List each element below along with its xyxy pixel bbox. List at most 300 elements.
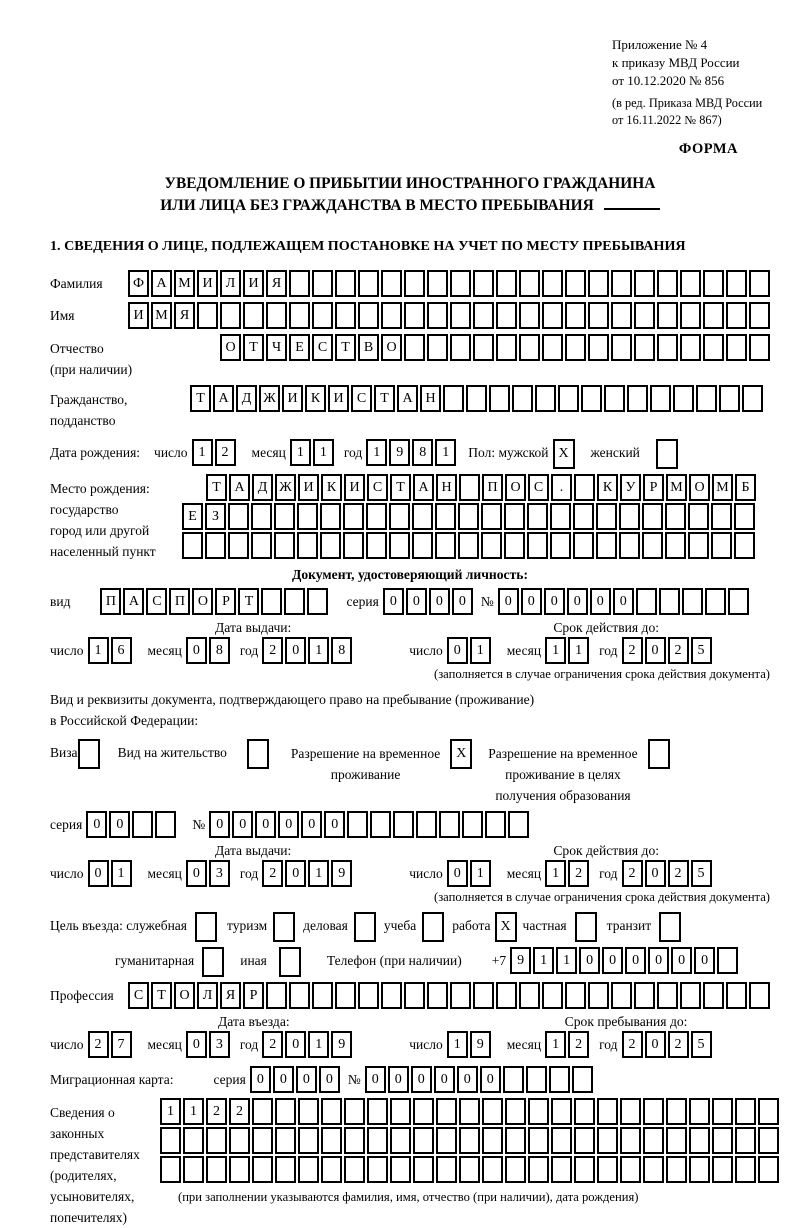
char-cell[interactable]: У (620, 474, 641, 501)
char-cell[interactable] (252, 1156, 273, 1183)
char-cell[interactable] (703, 334, 724, 361)
char-cell[interactable] (551, 1098, 572, 1125)
char-cell[interactable] (634, 982, 655, 1009)
char-cell[interactable]: 1 (435, 439, 456, 466)
char-cell[interactable]: 1 (366, 439, 387, 466)
char-cell[interactable] (636, 588, 657, 615)
char-cell[interactable] (565, 270, 586, 297)
char-cell[interactable] (390, 1098, 411, 1125)
char-cell[interactable]: Т (151, 982, 172, 1009)
char-cell[interactable] (450, 302, 471, 329)
char-cell[interactable] (711, 532, 732, 559)
char-cell[interactable]: А (413, 474, 434, 501)
char-cell[interactable] (202, 947, 224, 977)
char-cell[interactable] (404, 982, 425, 1009)
char-cell[interactable] (229, 1127, 250, 1154)
char-cell[interactable]: 7 (111, 1031, 132, 1058)
char-cell[interactable] (289, 982, 310, 1009)
char-cell[interactable] (496, 982, 517, 1009)
char-cell[interactable] (366, 503, 387, 530)
char-cell[interactable]: 9 (331, 1031, 352, 1058)
char-cell[interactable]: Р (215, 588, 236, 615)
char-cell[interactable] (527, 532, 548, 559)
char-cell[interactable] (648, 739, 670, 769)
char-cell[interactable] (588, 982, 609, 1009)
char-cell[interactable] (261, 588, 282, 615)
char-cell[interactable]: 0 (694, 947, 715, 974)
char-cell[interactable] (183, 1127, 204, 1154)
char-cell[interactable]: 0 (452, 588, 473, 615)
char-cell[interactable]: 0 (186, 1031, 207, 1058)
char-cell[interactable]: 1 (568, 637, 589, 664)
char-cell[interactable] (734, 532, 755, 559)
char-cell[interactable]: И (328, 385, 349, 412)
char-cell[interactable] (289, 270, 310, 297)
char-cell[interactable] (565, 334, 586, 361)
char-cell[interactable] (459, 1098, 480, 1125)
char-cell[interactable] (642, 503, 663, 530)
char-cell[interactable]: 0 (255, 811, 276, 838)
char-cell[interactable]: Т (238, 588, 259, 615)
char-cell[interactable] (572, 1066, 593, 1093)
char-cell[interactable] (132, 811, 153, 838)
char-cell[interactable]: 8 (412, 439, 433, 466)
char-cell[interactable] (758, 1156, 779, 1183)
char-cell[interactable] (526, 1066, 547, 1093)
char-cell[interactable] (619, 503, 640, 530)
char-cell[interactable]: 0 (285, 1031, 306, 1058)
char-cell[interactable] (389, 503, 410, 530)
char-cell[interactable]: 0 (319, 1066, 340, 1093)
char-cell[interactable]: Б (735, 474, 756, 501)
char-cell[interactable]: А (213, 385, 234, 412)
char-cell[interactable] (504, 532, 525, 559)
char-cell[interactable] (726, 334, 747, 361)
char-cell[interactable] (404, 270, 425, 297)
char-cell[interactable]: З (205, 503, 226, 530)
char-cell[interactable] (565, 302, 586, 329)
char-cell[interactable] (508, 811, 529, 838)
char-cell[interactable]: 0 (434, 1066, 455, 1093)
char-cell[interactable] (390, 1156, 411, 1183)
char-cell[interactable] (347, 811, 368, 838)
char-cell[interactable] (344, 1156, 365, 1183)
char-cell[interactable] (275, 1098, 296, 1125)
char-cell[interactable] (573, 503, 594, 530)
char-cell[interactable]: С (351, 385, 372, 412)
char-cell[interactable] (549, 1066, 570, 1093)
char-cell[interactable]: П (100, 588, 121, 615)
char-cell[interactable]: М (712, 474, 733, 501)
char-cell[interactable] (496, 334, 517, 361)
char-cell[interactable] (666, 1127, 687, 1154)
char-cell[interactable]: X (450, 739, 472, 769)
char-cell[interactable]: И (282, 385, 303, 412)
char-cell[interactable] (206, 1127, 227, 1154)
char-cell[interactable] (519, 270, 540, 297)
char-cell[interactable] (321, 1156, 342, 1183)
char-cell[interactable] (367, 1098, 388, 1125)
char-cell[interactable]: 0 (406, 588, 427, 615)
char-cell[interactable] (321, 1098, 342, 1125)
char-cell[interactable] (734, 503, 755, 530)
char-cell[interactable] (496, 270, 517, 297)
char-cell[interactable] (435, 532, 456, 559)
char-cell[interactable] (183, 1156, 204, 1183)
char-cell[interactable]: 1 (470, 637, 491, 664)
char-cell[interactable] (343, 532, 364, 559)
char-cell[interactable]: 2 (229, 1098, 250, 1125)
char-cell[interactable]: 2 (668, 1031, 689, 1058)
char-cell[interactable] (367, 1156, 388, 1183)
char-cell[interactable] (413, 1127, 434, 1154)
char-cell[interactable] (427, 334, 448, 361)
char-cell[interactable]: 1 (447, 1031, 468, 1058)
char-cell[interactable]: Ч (266, 334, 287, 361)
char-cell[interactable]: Я (220, 982, 241, 1009)
char-cell[interactable]: 1 (183, 1098, 204, 1125)
char-cell[interactable]: О (381, 334, 402, 361)
char-cell[interactable]: Н (436, 474, 457, 501)
char-cell[interactable] (473, 270, 494, 297)
char-cell[interactable] (229, 1156, 250, 1183)
char-cell[interactable]: 0 (411, 1066, 432, 1093)
char-cell[interactable] (312, 302, 333, 329)
char-cell[interactable] (443, 385, 464, 412)
char-cell[interactable] (682, 588, 703, 615)
char-cell[interactable] (519, 302, 540, 329)
char-cell[interactable] (450, 334, 471, 361)
char-cell[interactable] (274, 503, 295, 530)
char-cell[interactable]: П (169, 588, 190, 615)
char-cell[interactable]: . (551, 474, 572, 501)
char-cell[interactable] (542, 334, 563, 361)
char-cell[interactable]: Т (390, 474, 411, 501)
char-cell[interactable] (604, 385, 625, 412)
char-cell[interactable] (354, 912, 376, 942)
char-cell[interactable]: 0 (544, 588, 565, 615)
char-cell[interactable]: Р (643, 474, 664, 501)
char-cell[interactable] (220, 302, 241, 329)
char-cell[interactable]: Т (243, 334, 264, 361)
char-cell[interactable] (473, 334, 494, 361)
char-cell[interactable]: 8 (209, 637, 230, 664)
char-cell[interactable]: 0 (301, 811, 322, 838)
char-cell[interactable] (656, 439, 678, 469)
char-cell[interactable] (381, 270, 402, 297)
char-cell[interactable] (528, 1156, 549, 1183)
char-cell[interactable] (696, 385, 717, 412)
char-cell[interactable] (307, 588, 328, 615)
char-cell[interactable] (370, 811, 391, 838)
char-cell[interactable]: И (243, 270, 264, 297)
char-cell[interactable]: 1 (160, 1098, 181, 1125)
char-cell[interactable] (735, 1156, 756, 1183)
char-cell[interactable] (712, 1156, 733, 1183)
char-cell[interactable] (712, 1127, 733, 1154)
char-cell[interactable] (252, 1127, 273, 1154)
char-cell[interactable]: Т (190, 385, 211, 412)
char-cell[interactable]: 0 (521, 588, 542, 615)
char-cell[interactable] (680, 982, 701, 1009)
char-cell[interactable] (597, 1098, 618, 1125)
char-cell[interactable]: Т (206, 474, 227, 501)
char-cell[interactable]: С (146, 588, 167, 615)
char-cell[interactable]: 0 (447, 637, 468, 664)
char-cell[interactable] (703, 270, 724, 297)
char-cell[interactable] (558, 385, 579, 412)
char-cell[interactable]: П (482, 474, 503, 501)
char-cell[interactable] (611, 334, 632, 361)
char-cell[interactable]: М (666, 474, 687, 501)
char-cell[interactable] (611, 270, 632, 297)
char-cell[interactable] (666, 1156, 687, 1183)
char-cell[interactable] (596, 503, 617, 530)
char-cell[interactable] (459, 1156, 480, 1183)
char-cell[interactable] (542, 302, 563, 329)
char-cell[interactable] (366, 532, 387, 559)
char-cell[interactable] (574, 1156, 595, 1183)
char-cell[interactable] (458, 503, 479, 530)
char-cell[interactable] (197, 302, 218, 329)
char-cell[interactable] (273, 912, 295, 942)
char-cell[interactable] (717, 947, 738, 974)
char-cell[interactable] (404, 334, 425, 361)
char-cell[interactable] (712, 1098, 733, 1125)
char-cell[interactable]: И (298, 474, 319, 501)
char-cell[interactable] (703, 982, 724, 1009)
char-cell[interactable] (473, 982, 494, 1009)
char-cell[interactable] (335, 982, 356, 1009)
char-cell[interactable]: 0 (285, 637, 306, 664)
char-cell[interactable]: 2 (262, 1031, 283, 1058)
char-cell[interactable] (597, 1127, 618, 1154)
char-cell[interactable] (155, 811, 176, 838)
char-cell[interactable] (312, 982, 333, 1009)
char-cell[interactable] (542, 270, 563, 297)
char-cell[interactable]: Н (420, 385, 441, 412)
char-cell[interactable] (659, 588, 680, 615)
char-cell[interactable]: 1 (556, 947, 577, 974)
char-cell[interactable]: 0 (645, 1031, 666, 1058)
char-cell[interactable] (247, 739, 269, 769)
char-cell[interactable]: 0 (209, 811, 230, 838)
char-cell[interactable]: Д (252, 474, 273, 501)
char-cell[interactable]: А (151, 270, 172, 297)
char-cell[interactable]: 0 (273, 1066, 294, 1093)
char-cell[interactable] (726, 982, 747, 1009)
char-cell[interactable]: 9 (389, 439, 410, 466)
char-cell[interactable]: Т (335, 334, 356, 361)
char-cell[interactable] (705, 588, 726, 615)
char-cell[interactable] (335, 270, 356, 297)
char-cell[interactable] (344, 1098, 365, 1125)
char-cell[interactable] (279, 947, 301, 977)
char-cell[interactable] (504, 503, 525, 530)
char-cell[interactable] (689, 1156, 710, 1183)
char-cell[interactable] (390, 1127, 411, 1154)
char-cell[interactable]: О (192, 588, 213, 615)
char-cell[interactable] (343, 503, 364, 530)
char-cell[interactable]: 0 (613, 588, 634, 615)
char-cell[interactable] (512, 385, 533, 412)
char-cell[interactable] (619, 532, 640, 559)
char-cell[interactable] (243, 302, 264, 329)
char-cell[interactable] (726, 302, 747, 329)
char-cell[interactable]: 1 (111, 860, 132, 887)
char-cell[interactable] (611, 982, 632, 1009)
char-cell[interactable] (634, 334, 655, 361)
char-cell[interactable] (462, 811, 483, 838)
char-cell[interactable]: 1 (545, 1031, 566, 1058)
char-cell[interactable] (274, 532, 295, 559)
char-cell[interactable]: 0 (365, 1066, 386, 1093)
char-cell[interactable]: К (321, 474, 342, 501)
char-cell[interactable]: Л (197, 982, 218, 1009)
char-cell[interactable] (527, 503, 548, 530)
char-cell[interactable] (320, 532, 341, 559)
char-cell[interactable] (335, 302, 356, 329)
char-cell[interactable] (620, 1098, 641, 1125)
char-cell[interactable]: Ф (128, 270, 149, 297)
char-cell[interactable]: О (689, 474, 710, 501)
char-cell[interactable]: 0 (457, 1066, 478, 1093)
char-cell[interactable] (680, 302, 701, 329)
char-cell[interactable]: 1 (470, 860, 491, 887)
char-cell[interactable] (627, 385, 648, 412)
char-cell[interactable] (160, 1156, 181, 1183)
char-cell[interactable] (381, 302, 402, 329)
char-cell[interactable]: 1 (308, 1031, 329, 1058)
char-cell[interactable] (550, 532, 571, 559)
char-cell[interactable]: 9 (510, 947, 531, 974)
char-cell[interactable]: 0 (590, 588, 611, 615)
char-cell[interactable]: 5 (691, 1031, 712, 1058)
char-cell[interactable]: Т (374, 385, 395, 412)
char-cell[interactable] (439, 811, 460, 838)
char-cell[interactable]: 5 (691, 860, 712, 887)
char-cell[interactable] (643, 1127, 664, 1154)
char-cell[interactable]: Л (220, 270, 241, 297)
char-cell[interactable] (688, 503, 709, 530)
char-cell[interactable]: 1 (313, 439, 334, 466)
char-cell[interactable] (688, 532, 709, 559)
char-cell[interactable] (289, 302, 310, 329)
char-cell[interactable] (528, 1098, 549, 1125)
char-cell[interactable]: 2 (215, 439, 236, 466)
char-cell[interactable]: 2 (622, 1031, 643, 1058)
char-cell[interactable]: 0 (602, 947, 623, 974)
char-cell[interactable]: 1 (88, 637, 109, 664)
char-cell[interactable] (450, 270, 471, 297)
char-cell[interactable] (358, 302, 379, 329)
char-cell[interactable]: В (358, 334, 379, 361)
char-cell[interactable]: 2 (622, 860, 643, 887)
char-cell[interactable] (551, 1156, 572, 1183)
char-cell[interactable]: 8 (331, 637, 352, 664)
char-cell[interactable] (665, 503, 686, 530)
char-cell[interactable]: К (597, 474, 618, 501)
char-cell[interactable]: 0 (278, 811, 299, 838)
char-cell[interactable] (427, 302, 448, 329)
char-cell[interactable] (284, 588, 305, 615)
char-cell[interactable]: 0 (88, 860, 109, 887)
char-cell[interactable] (251, 532, 272, 559)
char-cell[interactable] (588, 302, 609, 329)
char-cell[interactable] (344, 1127, 365, 1154)
char-cell[interactable]: 2 (568, 860, 589, 887)
char-cell[interactable]: 1 (290, 439, 311, 466)
char-cell[interactable]: 0 (648, 947, 669, 974)
char-cell[interactable] (78, 739, 100, 769)
char-cell[interactable]: 1 (545, 860, 566, 887)
char-cell[interactable] (634, 302, 655, 329)
char-cell[interactable] (381, 982, 402, 1009)
char-cell[interactable] (581, 385, 602, 412)
char-cell[interactable]: Ж (259, 385, 280, 412)
char-cell[interactable] (297, 532, 318, 559)
char-cell[interactable] (680, 270, 701, 297)
char-cell[interactable]: Я (174, 302, 195, 329)
char-cell[interactable]: 0 (498, 588, 519, 615)
char-cell[interactable] (505, 1156, 526, 1183)
char-cell[interactable] (358, 270, 379, 297)
char-cell[interactable] (436, 1156, 457, 1183)
char-cell[interactable] (726, 270, 747, 297)
char-cell[interactable] (665, 532, 686, 559)
char-cell[interactable] (275, 1127, 296, 1154)
char-cell[interactable] (519, 982, 540, 1009)
char-cell[interactable]: 9 (331, 860, 352, 887)
char-cell[interactable] (298, 1127, 319, 1154)
char-cell[interactable] (182, 532, 203, 559)
char-cell[interactable] (228, 503, 249, 530)
char-cell[interactable] (574, 474, 595, 501)
char-cell[interactable] (297, 503, 318, 530)
char-cell[interactable] (389, 532, 410, 559)
char-cell[interactable]: 0 (388, 1066, 409, 1093)
char-cell[interactable]: 0 (645, 860, 666, 887)
char-cell[interactable] (719, 385, 740, 412)
char-cell[interactable]: 0 (186, 637, 207, 664)
char-cell[interactable] (749, 334, 770, 361)
char-cell[interactable] (542, 982, 563, 1009)
char-cell[interactable] (742, 385, 763, 412)
char-cell[interactable] (413, 1098, 434, 1125)
char-cell[interactable]: 2 (262, 860, 283, 887)
char-cell[interactable]: 2 (262, 637, 283, 664)
char-cell[interactable]: Я (266, 270, 287, 297)
char-cell[interactable] (574, 1127, 595, 1154)
char-cell[interactable] (535, 385, 556, 412)
char-cell[interactable] (643, 1098, 664, 1125)
char-cell[interactable] (735, 1098, 756, 1125)
char-cell[interactable]: 2 (568, 1031, 589, 1058)
char-cell[interactable]: 0 (109, 811, 130, 838)
char-cell[interactable] (650, 385, 671, 412)
char-cell[interactable] (565, 982, 586, 1009)
char-cell[interactable] (459, 1127, 480, 1154)
char-cell[interactable] (393, 811, 414, 838)
char-cell[interactable]: 2 (88, 1031, 109, 1058)
char-cell[interactable] (657, 270, 678, 297)
char-cell[interactable]: Д (236, 385, 257, 412)
char-cell[interactable]: 3 (209, 860, 230, 887)
char-cell[interactable]: 1 (533, 947, 554, 974)
char-cell[interactable] (528, 1127, 549, 1154)
char-cell[interactable] (597, 1156, 618, 1183)
char-cell[interactable] (519, 334, 540, 361)
